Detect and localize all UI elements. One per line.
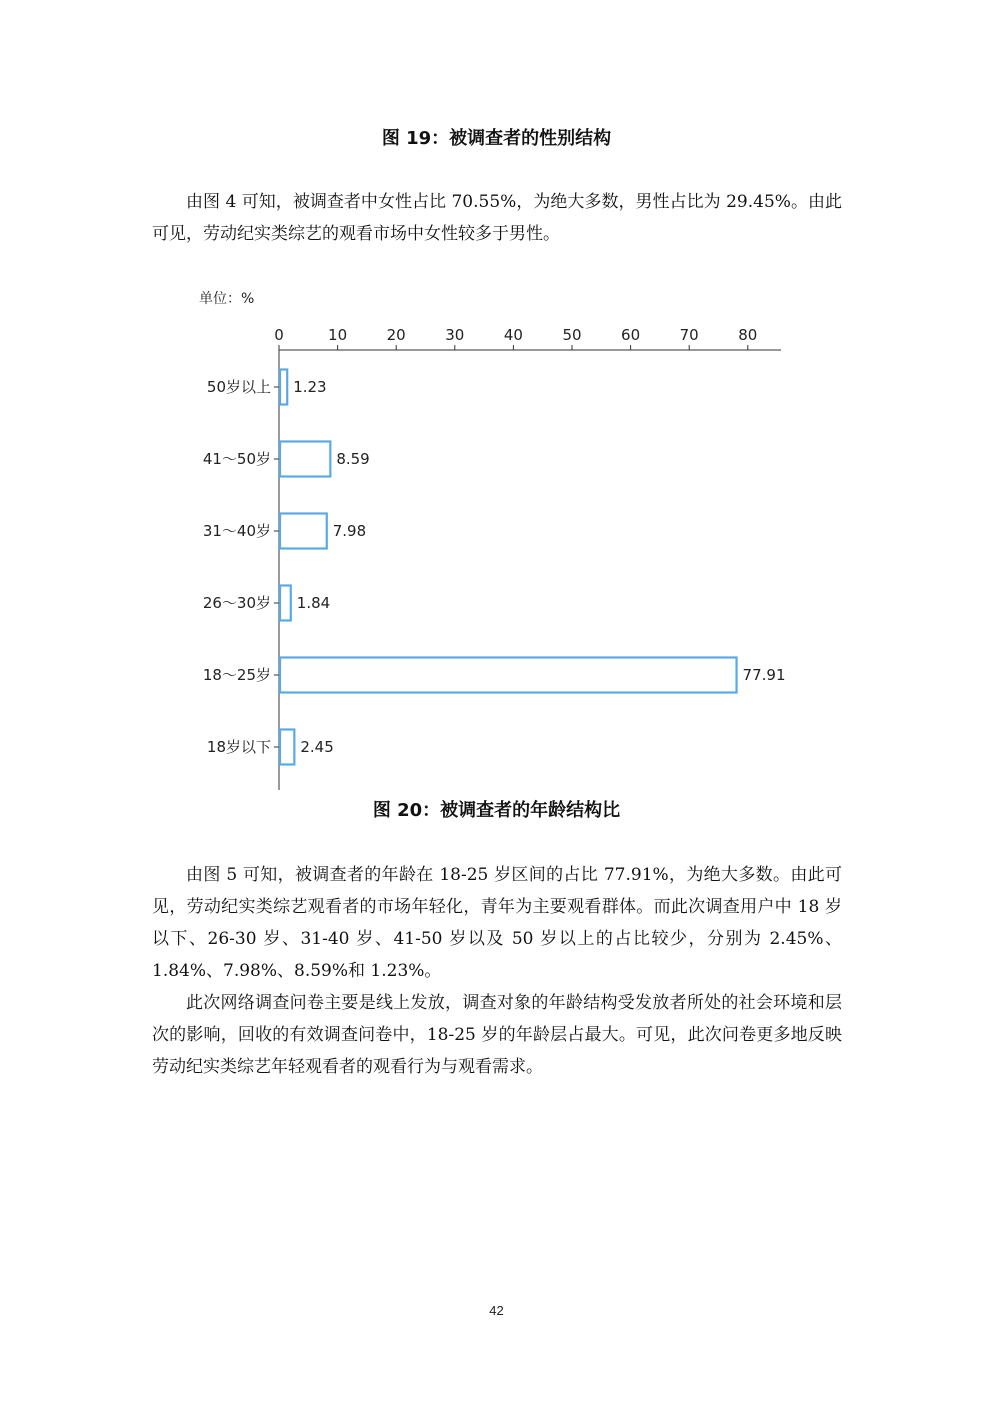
- category-label: 50岁以上: [206, 378, 271, 396]
- bar-value-label: 2.45: [300, 738, 334, 756]
- age-structure-bar-chart: [185, 280, 805, 790]
- category-label: 18岁以下: [206, 738, 271, 756]
- figure-19-caption: 图 19：被调查者的性别结构: [381, 128, 612, 149]
- bar: [280, 370, 287, 405]
- x-axis: [274, 326, 781, 350]
- x-tick-label: 80: [738, 326, 758, 344]
- bar-value-label: 1.23: [293, 378, 327, 396]
- bar: [280, 586, 291, 621]
- bar-value-label: 77.91: [742, 666, 786, 684]
- category-label: 31～40岁: [202, 522, 271, 540]
- x-tick-label: 70: [679, 326, 699, 344]
- x-tick-label: 30: [445, 326, 465, 344]
- x-tick-label: 10: [328, 326, 348, 344]
- bar: [280, 730, 294, 765]
- bar-value-label: 7.98: [332, 522, 367, 540]
- bar-value-label: 1.84: [296, 594, 331, 612]
- y-axis: [203, 350, 279, 790]
- x-tick-label: 60: [621, 326, 641, 344]
- x-tick-label: 20: [386, 326, 406, 344]
- bar: [280, 442, 330, 477]
- page-number: 42: [489, 1303, 504, 1318]
- paragraph-gender-text: 由图 4 可知，被调查者中女性占比 70.55%，为绝大多数，男性占比为 29.45%。由此可见，劳动纪实类综艺的观看市场中女性较多于男性。: [152, 192, 842, 244]
- category-label: 26～30岁: [202, 594, 271, 612]
- x-tick-label: 40: [503, 326, 523, 344]
- paragraph-age: [152, 859, 842, 1083]
- x-tick-label: 0: [274, 326, 284, 344]
- paragraph-survey-text: 此次网络调查问卷主要是线上发放，调查对象的年龄结构受发放者所处的社会环境和层次的影响，回收的有效调查问卷中，18-25 岁的年龄层占最大。可见，此次问卷更多地反映劳动纪实类综艺年轻观看者的观看行为与观看需求。: [152, 993, 842, 1077]
- category-label: 18～25岁: [202, 666, 271, 684]
- x-tick-label: 50: [562, 326, 582, 344]
- chart-unit-label: 单位：%: [199, 291, 255, 307]
- figure-20-caption: 图 20：被调查者的年龄结构比: [372, 800, 621, 821]
- paragraph-gender: [152, 186, 842, 250]
- bar: [280, 658, 737, 693]
- category-label: 41～50岁: [202, 450, 271, 468]
- bar: [280, 514, 327, 549]
- bars-group: [280, 370, 786, 765]
- paragraph-age-text: 由图 5 可知，被调查者的年龄在 18-25 岁区间的占比 77.91%，为绝大多数。由此可见，劳动纪实类综艺观看者的市场年轻化，青年为主要观看群体。而此次调查用户中 18 岁以下、26-30 岁、31-40 岁、41-50 岁以及 50 岁以上的占比较少，分别为 2.45%、1.84%、7.98%、8.59%和 1.23%。: [152, 865, 842, 981]
- bar-value-label: 8.59: [336, 450, 370, 468]
